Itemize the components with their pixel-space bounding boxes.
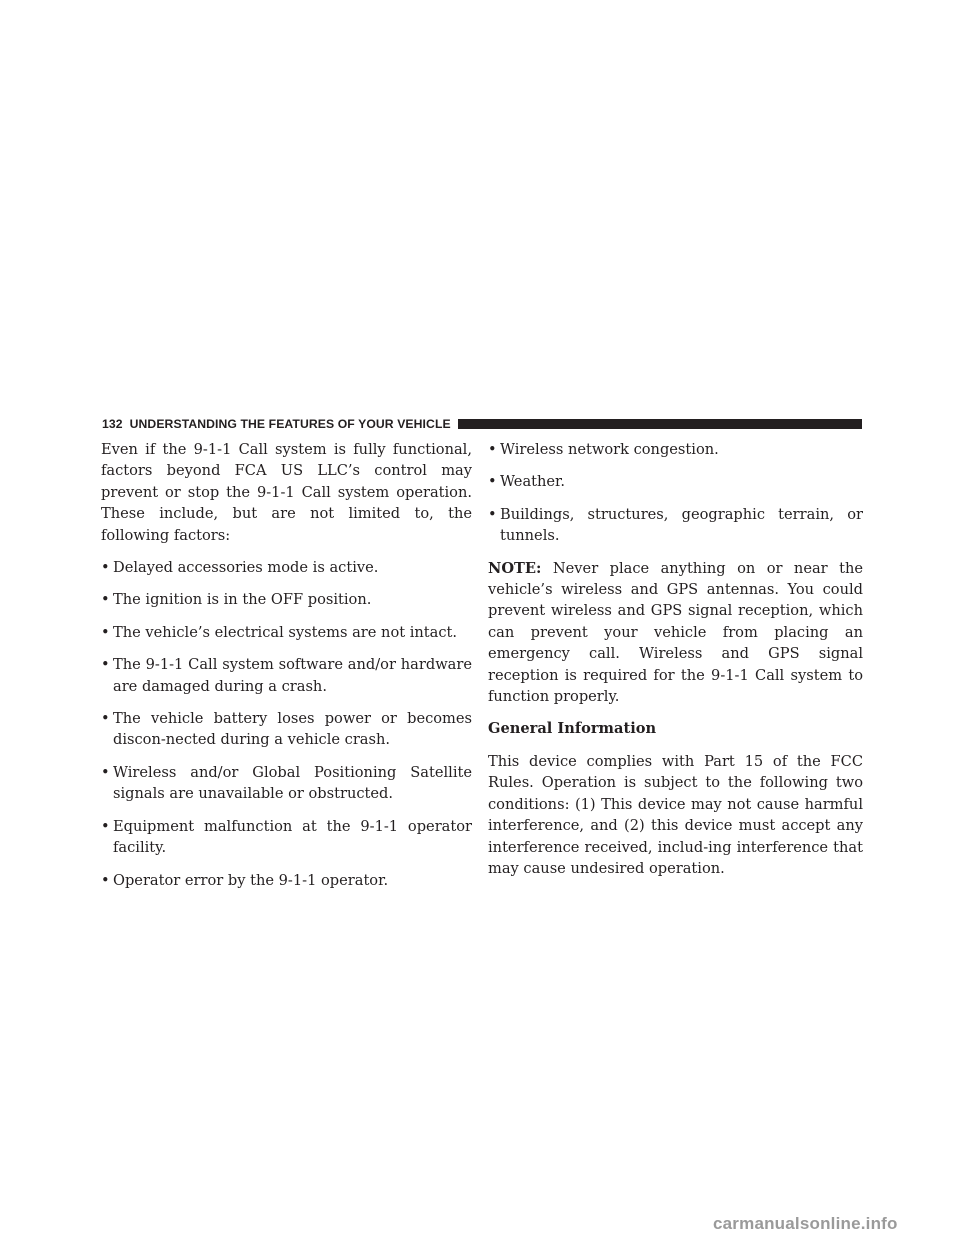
bullet-icon: • — [101, 591, 110, 609]
section-subheading: General Information — [488, 720, 657, 738]
page-header — [102, 416, 862, 432]
list-item: • Equipment malfunction at the 9-1-1 operator facility. — [101, 817, 472, 857]
list-item: • Buildings, structures, geographic terrain, or tunnels. — [488, 505, 863, 545]
header-text — [102, 417, 458, 431]
note-label: NOTE: — [488, 559, 542, 577]
bullet-icon: • — [101, 817, 110, 835]
right-column — [488, 439, 863, 890]
intro-paragraph: Even if the 9-1-1 Call system is fully functional, factors beyond FCA US LLC’s control may prevent or stop the 9-1-1 Call system operation. These include, but are not limited to, the following factors: — [101, 441, 472, 544]
bullet-icon: • — [101, 763, 110, 781]
list-item: • Operator error by the 9-1-1 operator. — [101, 870, 472, 891]
list-item: • The vehicle’s electrical systems are not intact. — [101, 622, 472, 643]
list-item: • Delayed accessories mode is active. — [101, 557, 472, 578]
bullet-icon: • — [488, 441, 497, 458]
bullet-icon: • — [101, 623, 110, 641]
watermark-text: carmanualsonline.info — [713, 1214, 898, 1233]
list-item: • Weather. — [488, 471, 863, 492]
list-item: • Wireless and/or Global Positioning Satellite signals are unavailable or obstructed. — [101, 763, 472, 803]
section-title: UNDERSTANDING THE FEATURES OF YOUR VEHICLE — [129, 417, 451, 431]
note-text: Never place anything on or near the vehicle’s wireless and GPS antennas. You could prevent wireless and GPS signal reception, which can prevent your vehicle from placing an emergency call. Wireless and GPS signal reception is required for the 9-1-1 Call system to function properly. — [488, 559, 864, 706]
bullet-icon: • — [101, 871, 110, 889]
bullet-icon: • — [488, 505, 497, 523]
bullet-icon: • — [101, 710, 110, 728]
list-item: • The vehicle battery loses power or becomes discon-nected during a vehicle crash. — [101, 710, 472, 749]
bullet-icon: • — [101, 559, 110, 577]
page-number: 132 — [102, 417, 123, 431]
header-rule — [458, 419, 862, 429]
list-item: • The 9-1-1 Call system software and/or hardware are damaged during a crash. — [101, 656, 472, 695]
factor-list-right — [488, 439, 863, 547]
note-paragraph — [488, 558, 863, 708]
list-item: • Wireless network congestion. — [488, 439, 863, 460]
bullet-icon: • — [488, 473, 497, 491]
fcc-paragraph: This device complies with Part 15 of the FCC Rules. Operation is subject to the following two conditions: (1) This device may not cause harmful interference, and (2) this device must accept any interference received, includ-ing interference that may cause undesired operation. — [488, 752, 863, 877]
bullet-icon: • — [101, 656, 110, 674]
left-column — [101, 439, 472, 902]
list-item: • The ignition is in the OFF position. — [101, 589, 472, 610]
factor-list-left — [101, 557, 472, 891]
